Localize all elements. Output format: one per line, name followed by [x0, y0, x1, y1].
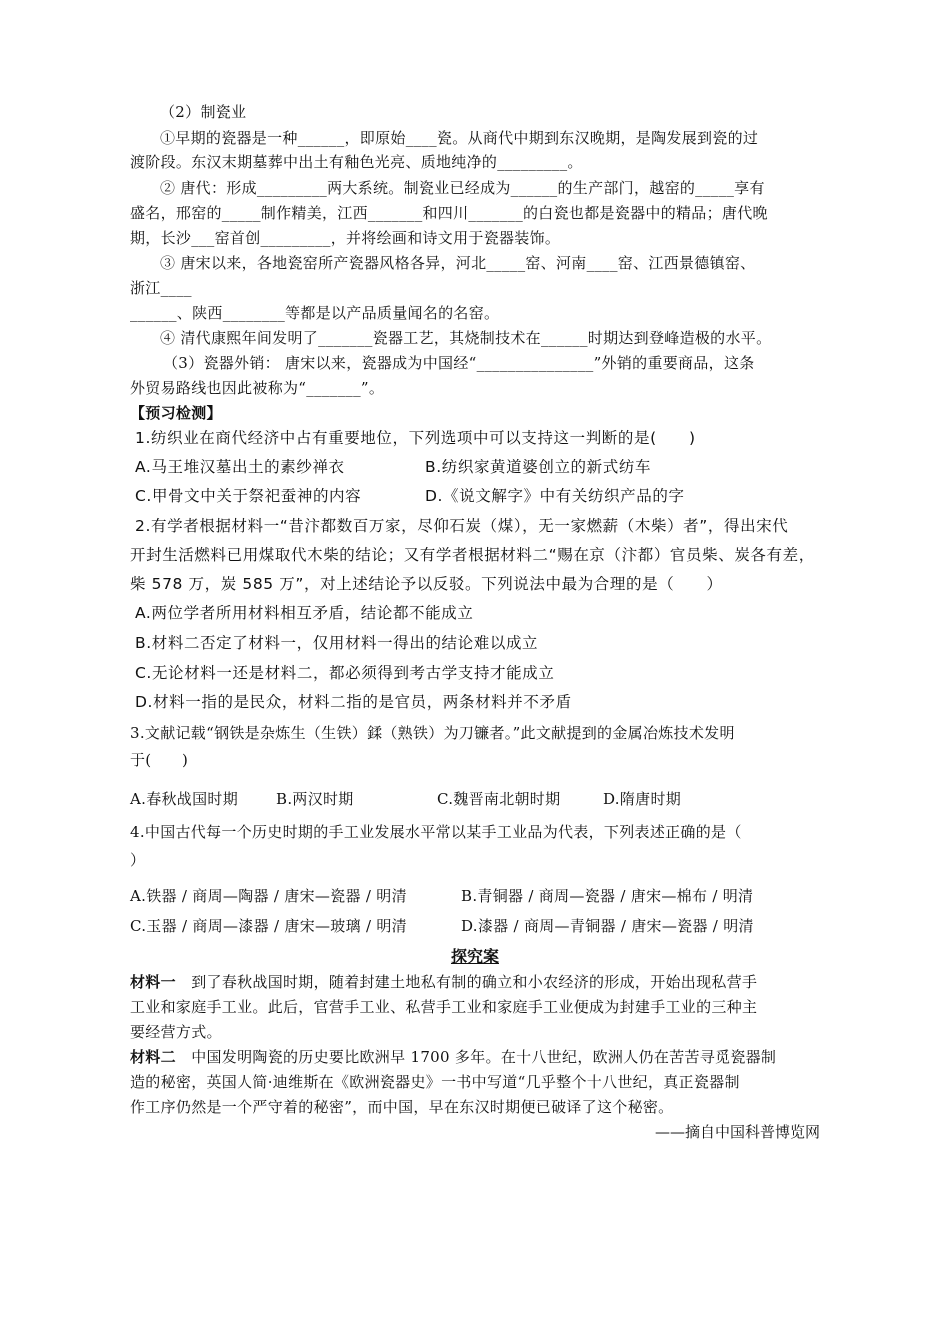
q3-option-b: B.两汉时期: [276, 790, 354, 808]
q2-option-b: B.材料二否定了材料一，仅用材料一得出的结论难以成立: [135, 634, 539, 652]
q1-option-b: B.纺织家黄道婆创立的新式纺车: [425, 458, 652, 476]
ceramics-line: 浙江____: [130, 279, 192, 297]
ceramics-line: 期，长沙___窑首创_________，并将绘画和诗文用于瓷器装饰。: [130, 229, 561, 247]
source-citation: ——摘自中国科普博览网: [654, 1123, 820, 1141]
question-1: 1.纺织业在商代经济中占有重要地位，下列选项中可以支持这一判断的是( ): [135, 429, 696, 447]
material-1-label: 材料一: [130, 973, 176, 991]
ceramics-line: ③ 唐宋以来，各地瓷窑所产瓷器风格各异，河北_____窑、河南____窑、江西景德镇窑、: [160, 254, 756, 272]
question-2-line: 柴 578 万，炭 585 万”，对上述结论予以反驳。下列说法中最为合理的是（ ）: [130, 575, 723, 593]
question-2-line: 2.有学者根据材料一“昔汴都数百万家，尽仰石炭（煤），无一家燃薪（木柴）者”，得出宋代: [135, 517, 789, 535]
question-4-line: 4.中国古代每一个历史时期的手工业发展水平常以某手工业品为代表，下列表述正确的是（: [130, 823, 742, 841]
ceramics-line: ①早期的瓷器是一种______，即原始____瓷。从商代中期到东汉晚期，是陶发展到瓷的过: [160, 129, 759, 147]
q3-option-c: C.魏晋南北朝时期: [437, 790, 561, 808]
export-line: 外贸易路线也因此被称为“_______”。: [130, 379, 385, 397]
q1-option-d: D.《说文解字》中有关纺织产品的字: [425, 487, 685, 505]
ceramics-line: ④ 清代康熙年间发明了_______瓷器工艺，其烧制技术在______时期达到登峰造极的水平。: [160, 329, 772, 347]
ceramics-line: ______、陕西________等都是以产品质量闻名的名窑。: [130, 304, 500, 322]
question-2-line: 开封生活燃料已用煤取代木柴的结论；又有学者根据材料二“赐在京（汴都）官员柴、炭各有差，: [130, 546, 815, 564]
material-2-line: 造的秘密，英国人简·迪维斯在《欧洲瓷器史》一书中写道“几乎整个十八世纪，真正瓷器制: [130, 1073, 740, 1091]
q2-option-a: A.两位学者所用材料相互矛盾，结论都不能成立: [135, 604, 474, 622]
ceramics-line: 盛名，邢窑的_____制作精美，江西_______和四川_______的白瓷也都是瓷器中的精品；唐代晚: [130, 204, 768, 222]
material-2-line: 作工序仍然是一个严守着的秘密”，而中国，早在东汉时期便已破译了这个秘密。: [130, 1098, 674, 1116]
q1-option-c: C.甲骨文中关于祭祀蚕神的内容: [135, 487, 362, 505]
q2-option-d: D.材料一指的是民众，材料二指的是官员，两条材料并不矛盾: [135, 693, 572, 711]
section-heading-ceramics: （2）制瓷业: [160, 103, 247, 121]
material-1-line: 工业和家庭手工业。此后，官营手工业、私营手工业和家庭手工业便成为封建手工业的三种主: [130, 998, 758, 1016]
q3-option-d: D.隋唐时期: [603, 790, 682, 808]
q3-option-a: A.春秋战国时期: [130, 790, 239, 808]
material-1-line: 材料一 到了春秋战国时期，随着封建土地私有制的确立和小农经济的形成，开始出现私营手: [130, 973, 758, 991]
q4-option-b: B.青铜器 / 商周—瓷器 / 唐宋—棉布 / 明清: [461, 887, 754, 905]
ceramics-line: 渡阶段。东汉末期墓葬中出土有釉色光亮、质地纯净的_________。: [130, 153, 583, 171]
export-line: （3）瓷器外销： 唐宋以来，瓷器成为中国经“_______________”外销的重要商品，这条: [163, 354, 755, 372]
q1-option-a: A.马王堆汉墓出土的素纱禅衣: [135, 458, 345, 476]
material-1-line: 要经营方式。: [130, 1023, 222, 1041]
q2-option-c: C.无论材料一还是材料二，都必须得到考古学支持才能成立: [135, 664, 555, 682]
material-2-line: 材料二 中国发明陶瓷的历史要比欧洲早 1700 多年。在十八世纪，欧洲人仍在苦苦寻觅瓷器制: [130, 1048, 777, 1066]
question-4-line: ）: [130, 851, 146, 869]
q4-option-c: C.玉器 / 商周—漆器 / 唐宋—玻璃 / 明清: [130, 917, 407, 935]
q4-option-d: D.漆器 / 商周—青铜器 / 唐宋—瓷器 / 明清: [461, 917, 754, 935]
q4-option-a: A.铁器 / 商周—陶器 / 唐宋—瓷器 / 明清: [130, 887, 407, 905]
preview-test-heading: 【预习检测】: [130, 404, 222, 422]
material-2-label: 材料二: [130, 1048, 176, 1066]
inquiry-title: 探究案: [450, 947, 499, 966]
question-3-line: 3.文献记载“钢铁是杂炼生（生铁）鍒（熟铁）为刀镰者。”此文献提到的金属冶炼技术发明: [130, 724, 735, 742]
question-3-line: 于( ): [130, 751, 189, 769]
ceramics-line: ② 唐代：形成_________两大系统。制瓷业已经成为______的生产部门，越窑的_____享有: [160, 179, 765, 197]
